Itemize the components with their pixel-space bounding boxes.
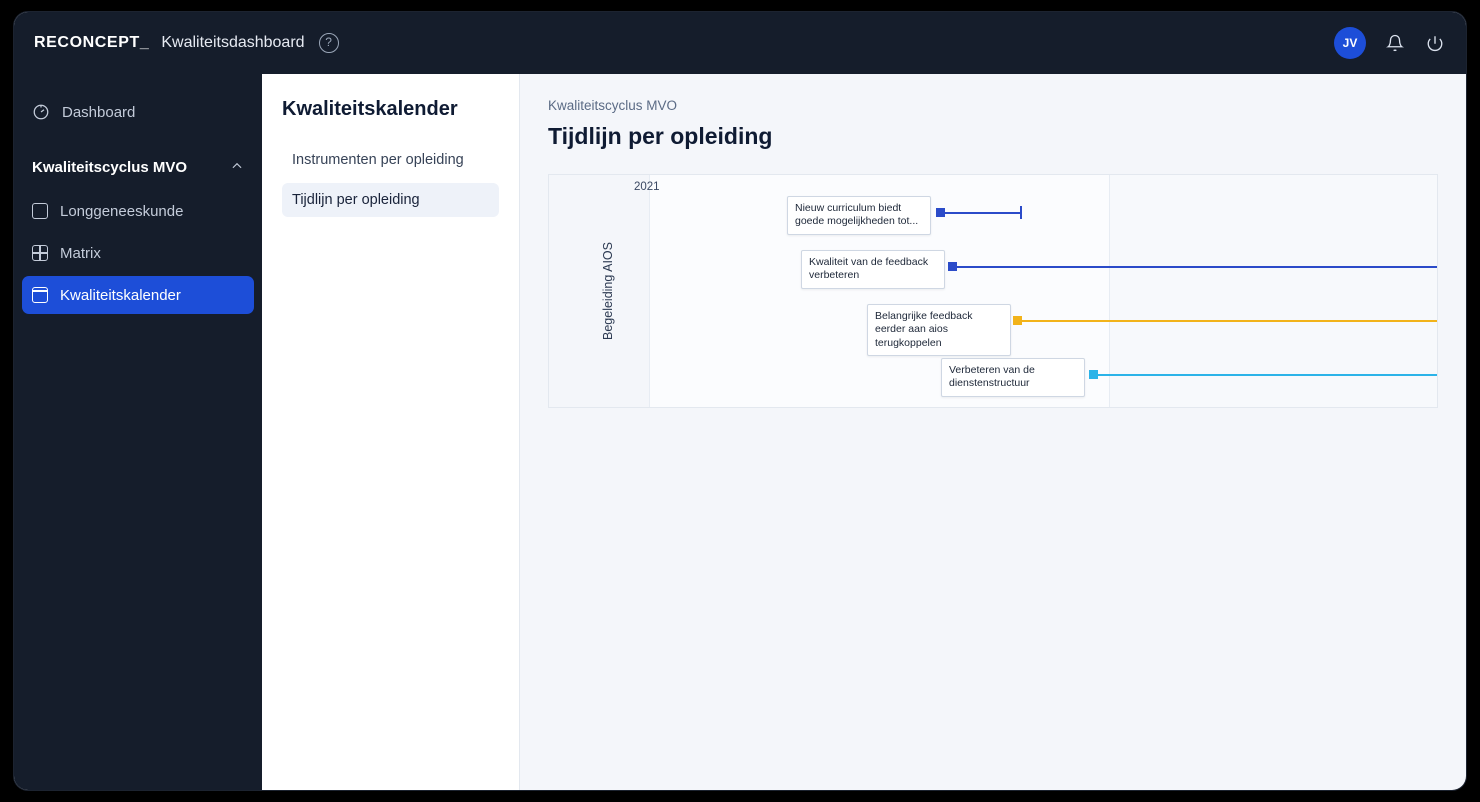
chart-left-band [549,175,649,407]
avatar[interactable]: JV [1334,27,1366,59]
timeline-bar[interactable] [1019,320,1437,322]
timeline-callout[interactable] [867,304,1011,356]
sidebar-section-kwaliteitscyclus[interactable] [14,146,262,188]
panel-item-instrumenten-per-opleiding[interactable] [282,143,499,177]
panel-item-label: Tijdlijn per opleiding [292,192,420,208]
app-window [14,12,1466,790]
square-icon [32,203,48,219]
dashboard-gauge-icon [32,103,50,121]
timeline-callout-label: Nieuw curriculum biedt goede mogelijkheden tot... [795,202,919,228]
power-logout-icon[interactable] [1424,32,1446,54]
chevron-up-icon[interactable] [230,159,244,176]
question-mark-circle-icon[interactable]: ? [319,33,339,53]
timeline-callout[interactable] [941,358,1085,397]
chart-gridline [649,175,650,407]
timeline-callout-label: Belangrijke feedback eerder aan aios terugkoppelen [875,310,973,349]
chart-x-tick-2021: 2021 [634,181,660,193]
chart-right-band [1109,175,1437,407]
sidebar-item-kwaliteitskalender[interactable] [22,276,254,314]
sidebar-item-label: Dashboard [62,103,136,121]
chart-y-axis-label: Begeleiding AIOS [601,242,615,340]
page-title: Tijdlijn per opleiding [548,123,773,149]
sidebar-item-label: Longgeneeskunde [60,202,184,220]
timeline-bar[interactable] [953,266,1437,268]
sidebar-item-label: Matrix [60,244,101,262]
timeline-endcap [1020,206,1022,219]
timeline-callout[interactable] [801,250,945,289]
sidebar-section-label: Kwaliteitscyclus MVO [32,158,188,176]
notification-bell-icon[interactable] [1384,32,1406,54]
timeline-marker[interactable] [1013,316,1022,325]
top-bar [14,12,1466,74]
topbar-actions [1334,27,1446,59]
sidebar [14,74,262,790]
main-content [520,74,1466,790]
timeline-callout-label: Kwaliteit van de feedback verbeteren [809,256,929,282]
secondary-panel [262,74,520,790]
sidebar-item-dashboard[interactable] [14,92,262,132]
timeline-callout[interactable] [787,196,931,235]
chart-gridline [1109,175,1110,407]
calendar-icon [32,287,48,303]
sidebar-item-label: Kwaliteitskalender [60,286,181,304]
sidebar-item-longgeneeskunde[interactable] [22,192,254,230]
panel-title: Kwaliteitskalender [282,98,458,120]
brand-logo[interactable]: RECONCEPT_ [34,34,150,51]
timeline-marker[interactable] [1089,370,1098,379]
timeline-marker[interactable] [936,208,945,217]
panel-item-tijdlijn-per-opleiding[interactable] [282,183,499,217]
timeline-marker[interactable] [948,262,957,271]
app-title: Kwaliteitsdashboard [161,34,305,51]
breadcrumb: Kwaliteitscyclus MVO [548,98,678,113]
grid-icon [32,245,48,261]
timeline-chart [548,174,1438,408]
timeline-bar[interactable] [1095,374,1437,376]
timeline-callout-label: Verbeteren van de dienstenstructuur [949,364,1035,390]
sidebar-item-matrix[interactable] [22,234,254,272]
panel-item-label: Instrumenten per opleiding [292,152,464,168]
timeline-bar[interactable] [943,212,1022,214]
